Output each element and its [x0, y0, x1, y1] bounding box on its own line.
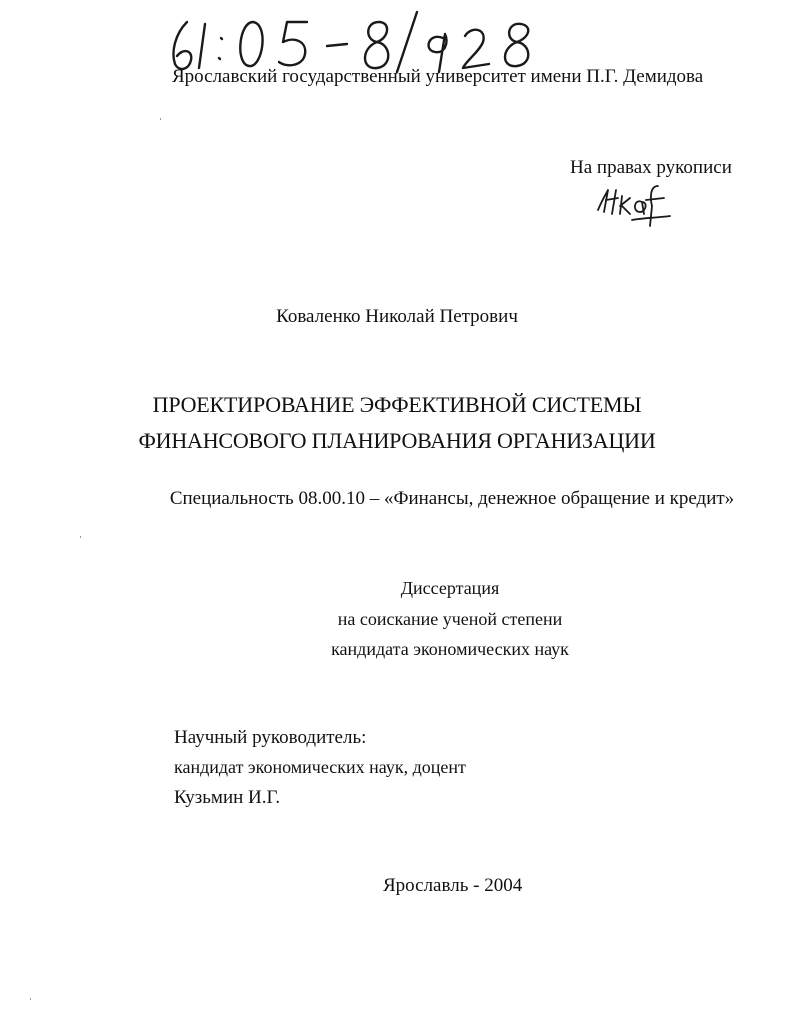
supervisor-degree: кандидат экономических наук, доцент: [174, 757, 466, 777]
scan-speck: [160, 118, 161, 120]
dissertation-type: Диссертация: [400, 578, 500, 598]
supervisor-name: Кузьмин И.Г.: [174, 787, 281, 808]
supervisor-label: Научный руководитель:: [174, 727, 367, 748]
specialty-line: Специальность 08.00.10 – «Финансы, денежное обращение и кредит»: [169, 488, 735, 509]
degree-purpose: на соискание ученой степени: [337, 609, 563, 629]
scan-speck: [30, 998, 31, 1000]
dissertation-title-line-1: ПРОЕКТИРОВАНИЕ ЭФФЕКТИВНОЙ СИСТЕМЫ: [152, 392, 642, 417]
rights-notice: На правах рукописи: [570, 157, 732, 178]
signature-drawing: [592, 180, 672, 228]
registry-number-text: [165, 8, 172, 9]
university-name: Ярославский государственный университет имени П.Г. Демидова: [172, 66, 704, 87]
scan-speck: [80, 536, 81, 538]
author-name: Коваленко Николай Петрович: [276, 306, 518, 327]
city-year: Ярославль - 2004: [383, 875, 523, 896]
dissertation-title-line-2: ФИНАНСОВОГО ПЛАНИРОВАНИЯ ОРГАНИЗАЦИИ: [138, 428, 656, 453]
signature-image: [592, 180, 672, 228]
degree-name: кандидата экономических наук: [331, 639, 569, 659]
